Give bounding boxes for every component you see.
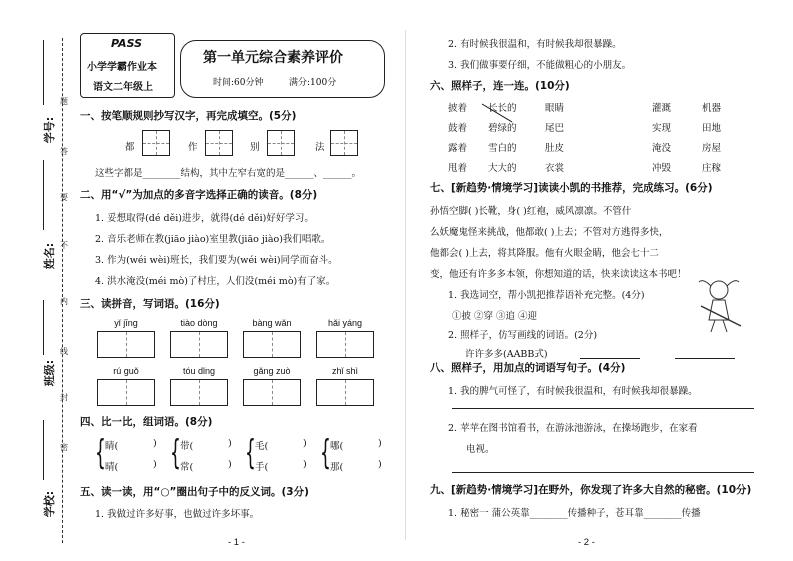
monkey-king-illustration — [693, 276, 751, 336]
seal-char: 内 — [60, 297, 68, 306]
page-title: 第一单元综合素养评价 — [203, 50, 343, 66]
structure-fill-text: 这些字都是________结构，其中左窄右宽的是______、______。 — [95, 168, 362, 179]
compare-word: 手( — [255, 462, 269, 473]
page-divider — [405, 30, 406, 540]
match-word[interactable]: 房屋 — [702, 143, 722, 154]
compare-close: ) — [153, 459, 157, 470]
writing-box-2[interactable] — [205, 130, 233, 156]
s7-example: 许许多多(AABB式) — [465, 349, 548, 360]
match-word[interactable]: 冲毁 — [652, 163, 672, 174]
section-9-heading: 九、[新趋势·情境学习]在野外，你发现了许多大自然的秘密。(10分) — [430, 484, 752, 496]
class-field[interactable] — [43, 300, 44, 355]
pinyin-label: gǎng zuò — [253, 366, 291, 376]
name-label: 姓名: — [43, 242, 57, 270]
antonym-item: 3. 我们做事要仔细，不能做粗心的小朋友。 — [448, 60, 632, 71]
page-number-right: - 2 - — [578, 537, 595, 548]
pinyin-label: rú guǒ — [113, 366, 139, 376]
writing-box-3[interactable] — [267, 130, 295, 156]
id-label: 学号: — [43, 116, 57, 144]
compare-close: ) — [153, 438, 157, 449]
section-1-title: 一、按笔顺规则抄写汉字，再完成填空。(5分) — [80, 110, 297, 122]
match-word[interactable]: 庄稼 — [702, 163, 722, 174]
match-word[interactable]: 披着 — [448, 103, 468, 114]
s7-question-2: 2. 照样子，仿写画线的词语。(2分) — [448, 330, 598, 341]
section-7-tag: [新趋势·情境学习] — [451, 182, 539, 194]
sentence-item: 1. 我的脾气可怪了，有时候我很温和，有时候我却很暴躁。 — [448, 386, 698, 397]
nature-secret-item: 1. 秘密一 蒲公英靠________传播种子，苍耳靠________传播 — [448, 508, 701, 519]
pinyin-answer-box[interactable] — [316, 379, 374, 406]
section-7-heading: 七、[新趋势·情境学习]读读小凯的书推荐，完成练习。(6分) — [430, 182, 713, 194]
stroke-char-4: 法 — [315, 142, 325, 153]
match-word[interactable]: 露着 — [448, 143, 468, 154]
match-word[interactable]: 长长的 — [488, 103, 517, 114]
pinyin-answer-box[interactable] — [97, 379, 155, 406]
answer-line[interactable] — [452, 408, 754, 409]
compare-close: ) — [228, 459, 232, 470]
match-word[interactable]: 尾巴 — [545, 123, 565, 134]
antonym-item: 2. 有时候我很温和，有时候我却很暴躁。 — [448, 39, 622, 50]
antonym-item: 1. 我做过许多好事，也做过许多坏事。 — [95, 509, 260, 520]
section-6-title: 六、照样子，连一连。(10分) — [430, 80, 570, 92]
match-word[interactable]: 甩着 — [448, 163, 468, 174]
match-word[interactable]: 淹没 — [652, 143, 672, 154]
pinyin-answer-box[interactable] — [316, 331, 374, 358]
section-9-tag: [新趋势·情境学习] — [451, 484, 539, 496]
pinyin-answer-box[interactable] — [97, 331, 155, 358]
writing-box-4[interactable] — [330, 130, 358, 156]
pinyin-label: tiào dòng — [180, 318, 218, 328]
seal-line — [62, 38, 63, 543]
brace-icon: { — [95, 433, 106, 473]
polyphone-item: 2. 音乐老师在教(jiāo jiào)室里教(jiāo jiào)我们唱歌。 — [95, 234, 331, 245]
pinyin-answer-box[interactable] — [243, 331, 301, 358]
compare-word: 毛( — [255, 441, 269, 452]
brand-line1: 小学学霸作业本 — [87, 62, 157, 73]
compare-word: 睛( — [105, 441, 119, 452]
match-word[interactable]: 眼睛 — [545, 103, 565, 114]
sentence-item: 2. 苹苹在图书馆看书，在游泳池游泳，在操场跑步，在家看 — [448, 423, 698, 434]
pinyin-label: yǐ jīng — [114, 318, 138, 328]
match-word[interactable]: 灌溉 — [652, 103, 672, 114]
recommend-paragraph: 孙悟空脚( )长靴，身( )红袍，威风凛凛。不管什 — [430, 206, 632, 217]
writing-box-1[interactable] — [142, 130, 170, 156]
match-word[interactable]: 衣裳 — [545, 163, 565, 174]
section-4-title: 四、比一比，组词语。(8分) — [80, 416, 213, 428]
pinyin-answer-box[interactable] — [243, 379, 301, 406]
pinyin-label: zhǐ shì — [331, 366, 358, 376]
section-7-title: 读读小凯的书推荐，完成练习。(6分) — [538, 182, 713, 194]
match-word[interactable]: 鼓着 — [448, 123, 468, 134]
pinyin-label: tóu dǐng — [182, 366, 216, 376]
seal-char: 要 — [60, 193, 68, 202]
brace-icon: { — [245, 433, 256, 473]
compare-word: 晴( — [105, 462, 119, 473]
compare-word: 常( — [180, 462, 194, 473]
brand-line2: 语文二年级上 — [93, 82, 153, 93]
id-field[interactable] — [43, 40, 44, 105]
s7-question-1: 1. 我选词空，帮小凯把推荐语补充完整。(4分) — [448, 290, 645, 301]
polyphone-item: 3. 作为(wéi wèi)班长，我们要为(wéi wèi)同学而奋斗。 — [95, 255, 338, 266]
class-label: 班级: — [43, 359, 57, 387]
compare-close: ) — [378, 438, 382, 449]
section-3-title: 三、读拼音，写词语。(16分) — [80, 298, 220, 310]
polyphone-item: 1. 妥想取得(dé děi)进步，就得(dé děi)好好学习。 — [95, 213, 314, 224]
seal-char: 答 — [60, 147, 68, 156]
brace-icon: { — [170, 433, 181, 473]
s7-options: ①披 ②穿 ③追 ④迎 — [452, 311, 538, 322]
section-9-title: 在野外，你发现了许多大自然的秘密。(10分) — [538, 484, 752, 496]
recommend-paragraph: 么妖魔鬼怪来挑战，他都敢( )上去；不管对方逃得多快， — [430, 227, 669, 238]
section-8-title: 八、照样子，用加点的词语写句子。(4分) — [430, 362, 626, 374]
pinyin-label: bàng wǎn — [252, 318, 292, 328]
time-limit: 时间:60分钟 — [213, 78, 264, 88]
seal-char: 密 — [60, 443, 68, 452]
name-field[interactable] — [43, 160, 44, 230]
section-5-title: 五、读一读，用“○”圈出句子中的反义词。(3分) — [80, 486, 309, 498]
header-brand-box — [80, 33, 175, 98]
stroke-char-2: 作 — [188, 142, 198, 153]
stroke-char-3: 别 — [250, 142, 260, 153]
school-label: 学校: — [43, 490, 57, 518]
seal-char: 题 — [60, 97, 68, 106]
match-word[interactable]: 碧绿的 — [488, 123, 517, 134]
compare-word: 哪( — [330, 441, 344, 452]
compare-close: ) — [303, 438, 307, 449]
compare-close: ) — [303, 459, 307, 470]
answer-line[interactable] — [675, 358, 735, 359]
example-match-line — [470, 96, 550, 166]
pinyin-answer-box[interactable] — [170, 331, 228, 358]
match-word[interactable]: 大大的 — [488, 163, 517, 174]
header-title-box — [180, 40, 385, 98]
match-word[interactable]: 田地 — [702, 123, 722, 134]
section-2-title: 二、用“√”为加点的多音字选择正确的读音。(8分) — [80, 189, 318, 201]
compare-close: ) — [378, 459, 382, 470]
match-word[interactable]: 雪白的 — [488, 143, 517, 154]
recommend-paragraph: 他都会( )上去，将其降服。他有火眼金睛，他会七十二 — [430, 248, 659, 259]
match-word[interactable]: 机器 — [702, 103, 722, 114]
pinyin-answer-box[interactable] — [170, 379, 228, 406]
seal-char: 不 — [60, 241, 68, 250]
seal-char: 线 — [60, 347, 68, 356]
school-field[interactable] — [43, 420, 44, 480]
compare-close: ) — [228, 438, 232, 449]
brace-icon: { — [320, 433, 331, 473]
stroke-char-1: 都 — [125, 142, 135, 153]
pinyin-label: hǎi yáng — [327, 318, 363, 328]
answer-line[interactable] — [580, 358, 640, 359]
match-word[interactable]: 实现 — [652, 123, 672, 134]
recommend-paragraph: 变，他还有许多多本领，你想知道的话，快来读读这本书吧！ — [430, 269, 687, 280]
logo: PASS — [111, 37, 143, 50]
seal-char: 封 — [60, 393, 68, 402]
compare-word: 带( — [180, 441, 194, 452]
sentence-item: 电视。 — [466, 444, 495, 455]
polyphone-item: 4. 洪水淹没(méi mò)了村庄，人们没(méi mò)有了家。 — [95, 276, 336, 287]
answer-line[interactable] — [452, 472, 754, 473]
full-score: 满分:100分 — [289, 78, 337, 88]
compare-word: 那( — [330, 462, 344, 473]
page-number-left: - 1 - — [228, 537, 245, 548]
match-word[interactable]: 肚皮 — [545, 143, 565, 154]
